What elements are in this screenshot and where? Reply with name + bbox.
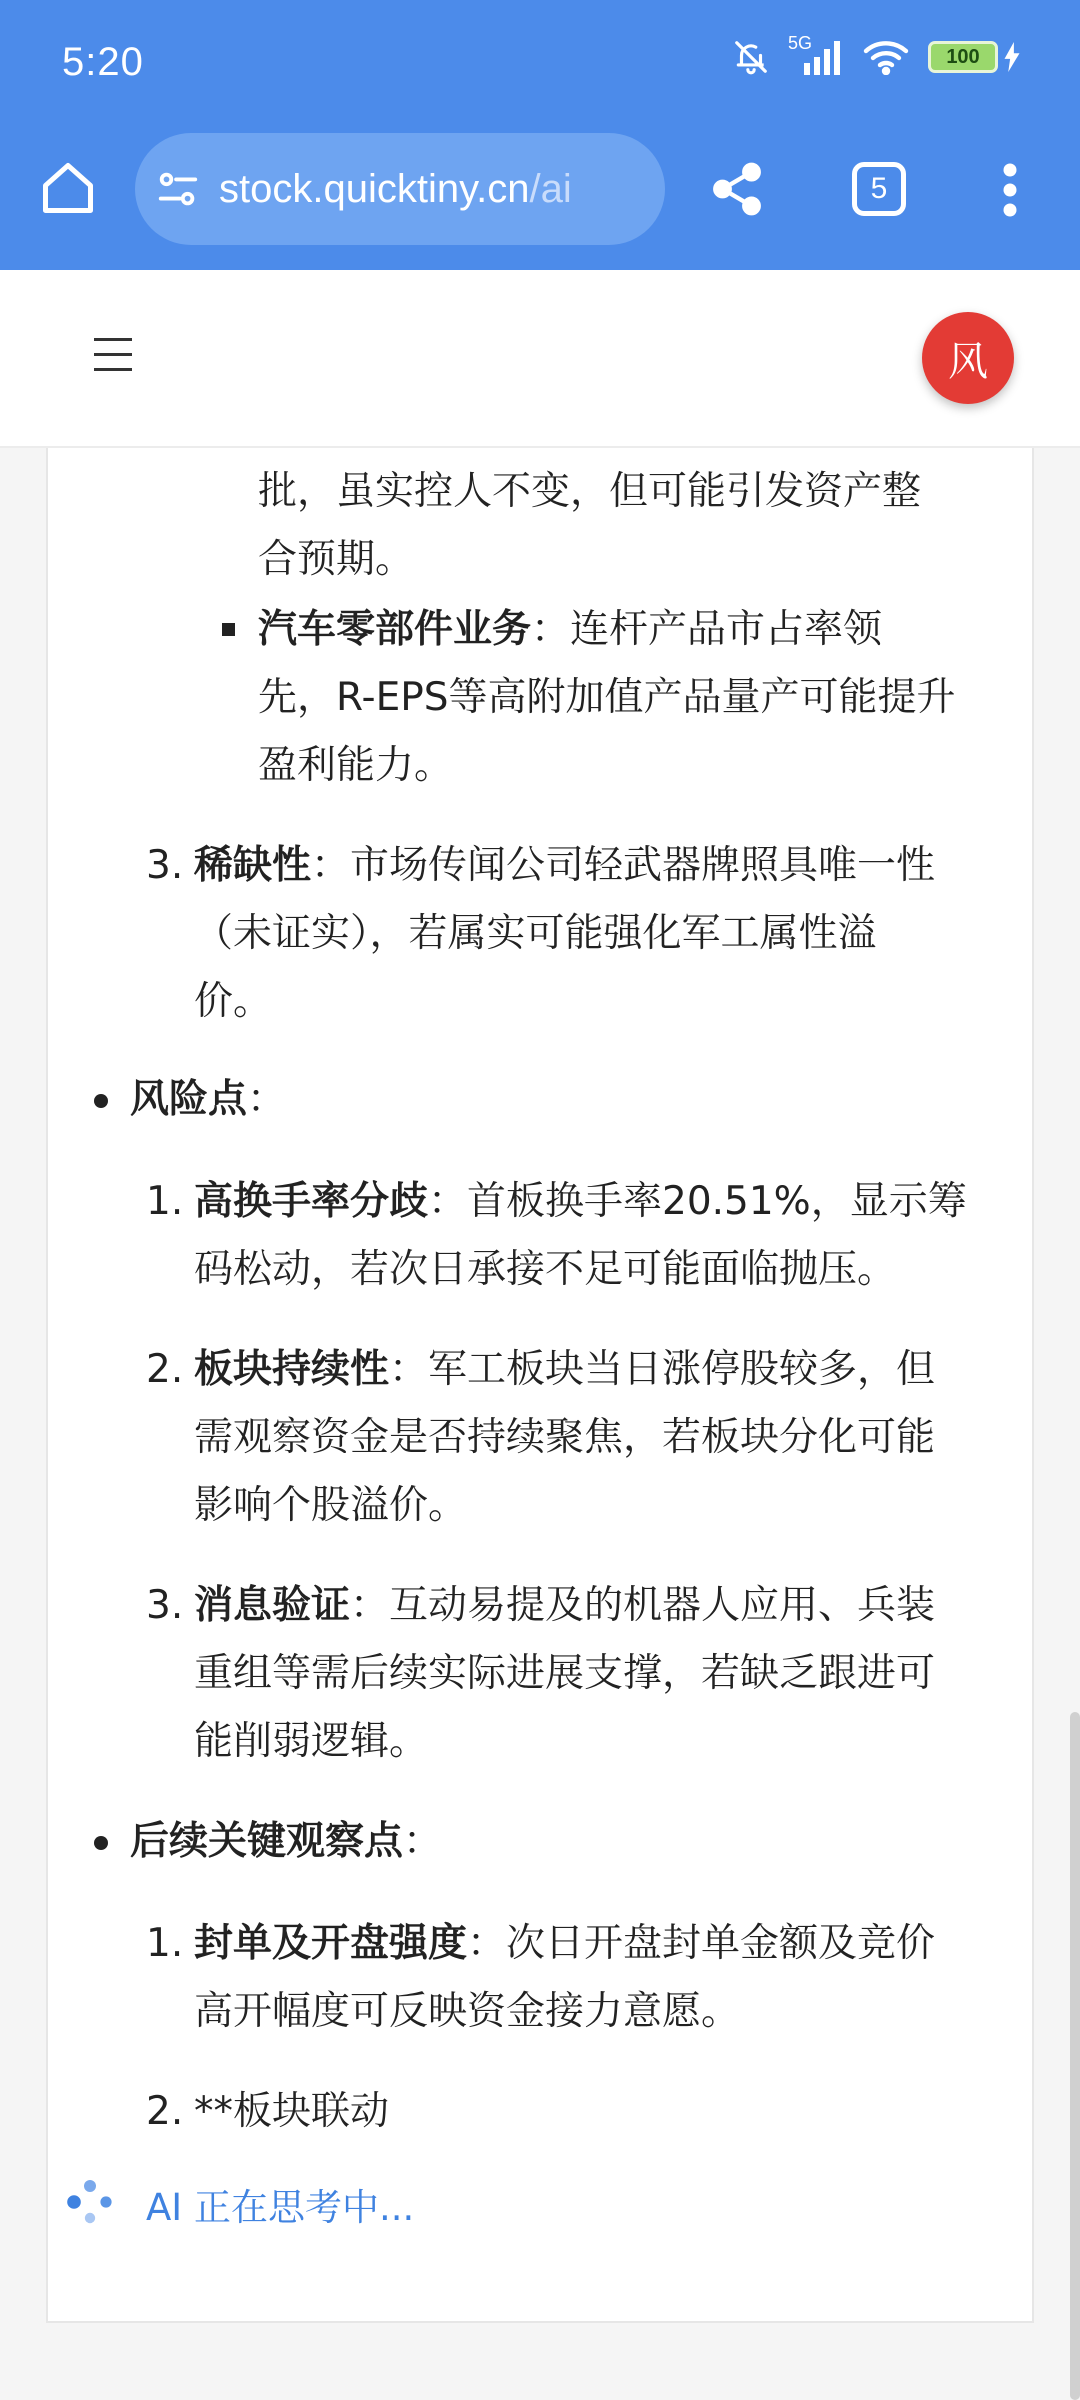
colon: ： xyxy=(403,1819,443,1864)
dot-bullet xyxy=(94,1094,108,1108)
share-icon xyxy=(708,160,766,218)
list-number: 2. xyxy=(146,1347,184,1392)
section-heading xyxy=(130,1808,442,1876)
thinking-status: AI 正在思考中... xyxy=(146,2186,415,2229)
text-line: 码松动，若次日承接不足可能面临抛压。 xyxy=(194,1247,897,1292)
site-settings-icon[interactable] xyxy=(155,166,201,212)
tab-switcher-button[interactable]: 5 xyxy=(852,162,906,216)
text-line: 影响个股溢价。 xyxy=(194,1483,468,1528)
bell-off-icon xyxy=(732,38,770,76)
site-header xyxy=(0,270,1080,448)
list-item xyxy=(194,832,935,900)
item-title: 高换手率分歧 xyxy=(194,1179,429,1224)
item-title: 消息验证 xyxy=(194,1583,351,1628)
item-text: ：市场传闻公司轻武器牌照具唯一性 xyxy=(311,843,936,888)
list-number: 1. xyxy=(146,1921,184,1966)
list-number: 1. xyxy=(146,1179,184,1224)
section-title: 风险点 xyxy=(130,1077,248,1122)
item-title: 封单及开盘强度 xyxy=(194,1921,468,1966)
hamburger-menu-icon[interactable] xyxy=(94,338,132,374)
signal-5g-icon xyxy=(788,33,844,75)
colon: ： xyxy=(247,1077,287,1122)
text-line: 先，R-EPS等高附加值产品量产可能提升 xyxy=(258,675,956,720)
section-heading xyxy=(130,1066,286,1134)
dot-bullet xyxy=(94,1836,108,1850)
text-line: 需观察资金是否持续聚焦，若板块分化可能 xyxy=(194,1415,936,1460)
status-icons xyxy=(732,33,1020,76)
item-text: ：互动易提及的机器人应用、兵装 xyxy=(350,1583,936,1628)
list-item xyxy=(194,1910,935,1978)
user-avatar[interactable]: 风 xyxy=(922,312,1014,404)
status-time: 5:20 xyxy=(62,40,144,84)
battery-indicator xyxy=(928,41,1020,73)
battery-level: 100 xyxy=(928,41,998,73)
url-domain: stock.quicktiny.cn xyxy=(219,166,530,211)
list-number: 2. xyxy=(146,2089,184,2134)
url-text[interactable] xyxy=(219,167,572,212)
text-line: （未证实），若属实可能强化军工属性溢 xyxy=(194,911,877,956)
list-item xyxy=(194,1572,935,1640)
item-title: 板块持续性 xyxy=(194,1347,390,1392)
text-line: 重组等需后续实际进展支撑，若缺乏跟进可 xyxy=(194,1651,936,1696)
item-text: ：军工板块当日涨停股较多，但 xyxy=(389,1347,936,1392)
text-line: 合预期。 xyxy=(258,537,415,582)
item-title: 汽车零部件业务 xyxy=(258,607,532,652)
wifi-icon xyxy=(862,39,910,75)
more-vert-icon xyxy=(990,160,1030,220)
address-bar[interactable] xyxy=(135,133,665,245)
text-line: 高开幅度可反映资金接力意愿。 xyxy=(194,1989,741,2034)
thinking-indicator xyxy=(64,2176,414,2232)
home-icon xyxy=(38,158,98,218)
item-title: 稀缺性 xyxy=(194,843,312,888)
url-bar-row xyxy=(0,130,1080,250)
list-item xyxy=(194,1336,935,1404)
status-bar xyxy=(0,0,1080,130)
item-text: ：首板换手率20.51%，显示筹 xyxy=(428,1179,967,1224)
section-title: 后续关键观察点 xyxy=(130,1819,404,1864)
loading-dots-icon xyxy=(64,2176,116,2232)
page-scrollbar[interactable] xyxy=(1070,1712,1080,2400)
list-item: **板块联动 xyxy=(194,2089,390,2134)
item-text: ：次日开盘封单金额及竞价 xyxy=(467,1921,936,1966)
text-line: 批，虽实控人不变，但可能引发资产整 xyxy=(258,469,922,514)
list-item xyxy=(258,596,882,664)
text-line: 盈利能力。 xyxy=(258,743,454,788)
url-path: /ai xyxy=(529,166,572,211)
text-line: 价。 xyxy=(194,979,273,1024)
charging-bolt-icon xyxy=(1004,42,1020,72)
text-line: 能削弱逻辑。 xyxy=(194,1719,429,1764)
network-type: 5G xyxy=(788,33,813,53)
home-button[interactable] xyxy=(38,158,98,218)
list-number: 3. xyxy=(146,843,184,888)
square-bullet xyxy=(222,623,235,636)
list-number: 3. xyxy=(146,1583,184,1628)
overflow-menu-button[interactable] xyxy=(990,160,1030,220)
browser-chrome xyxy=(0,0,1080,270)
share-button[interactable] xyxy=(708,160,766,218)
ai-answer-card xyxy=(46,448,1034,2323)
list-item xyxy=(194,1168,967,1236)
item-text: ：连杆产品市占率领 xyxy=(531,607,883,652)
